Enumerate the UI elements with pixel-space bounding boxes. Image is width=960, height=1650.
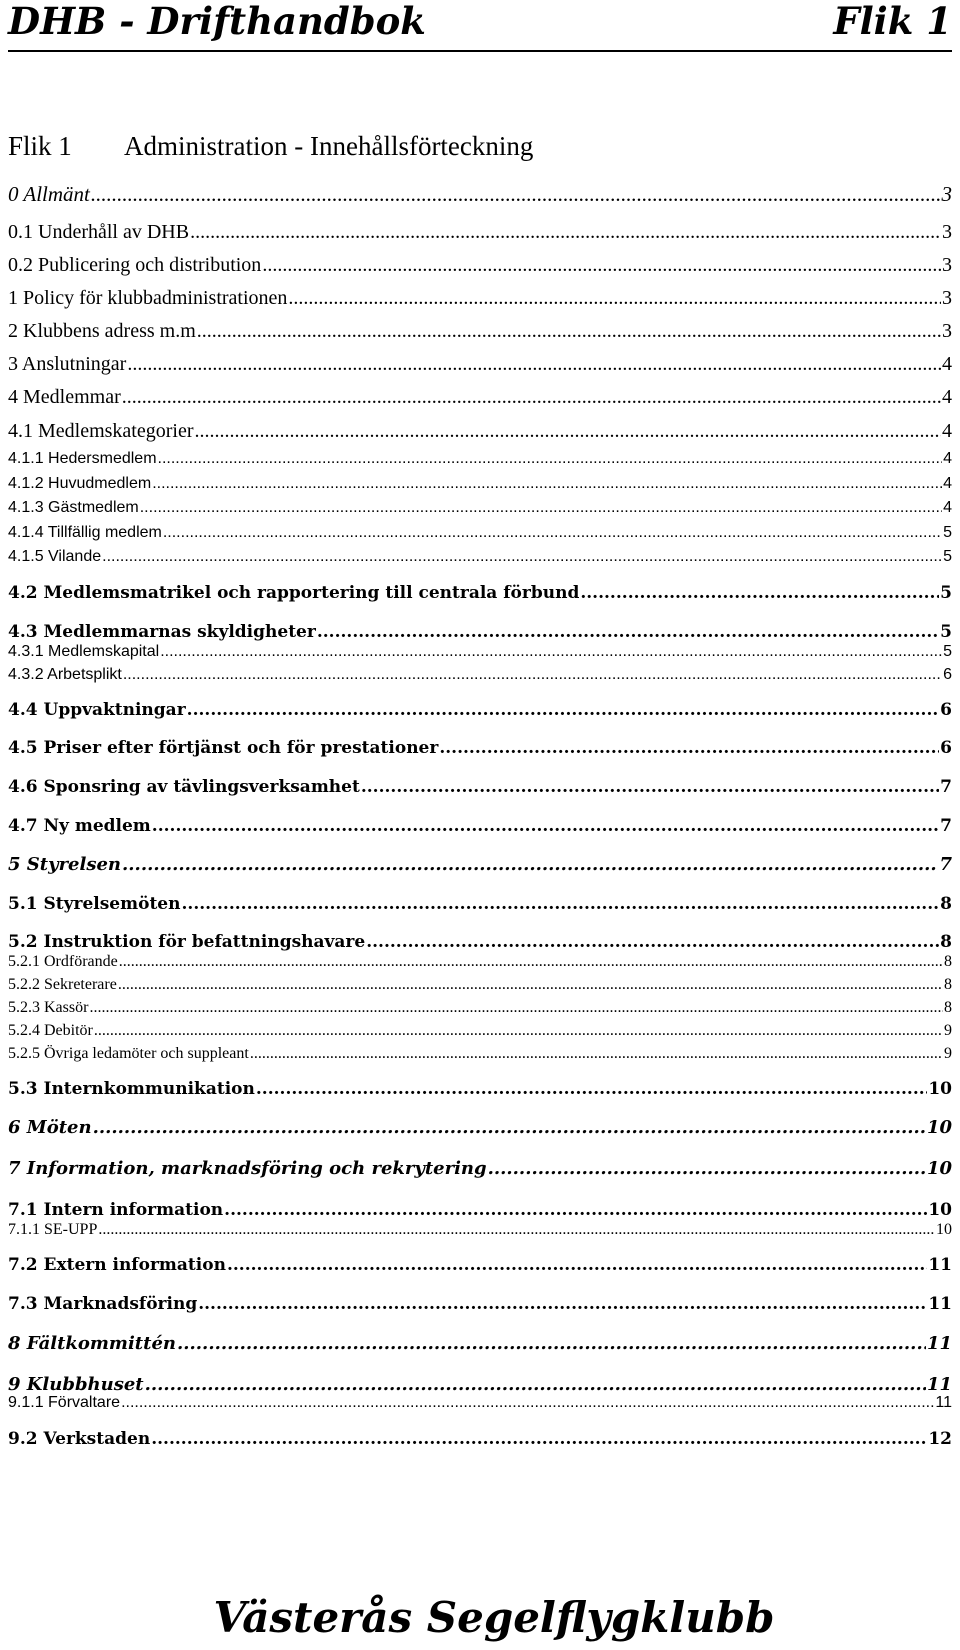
toc-entry[interactable] (8, 997, 952, 1019)
toc-entry[interactable] (8, 384, 952, 410)
toc-entry-label: 4 Medlemmar (8, 386, 121, 408)
toc-entry-page: 3 (942, 287, 952, 309)
toc-entry-page: 6 (940, 700, 952, 720)
dot-leader (190, 219, 941, 245)
toc-entry-label: 0 Allmänt (8, 182, 90, 206)
toc-entry-label: 5 Styrelsen (8, 854, 122, 875)
dot-leader (119, 951, 943, 973)
dot-leader (127, 351, 941, 377)
toc-entry-label: 0.2 Publicering och distribution (8, 254, 262, 276)
toc-entry-page: 8 (944, 976, 952, 993)
document-title: DHB - Drifthandbok (8, 0, 426, 43)
toc-entry[interactable] (8, 813, 952, 839)
dot-leader (151, 1426, 927, 1452)
toc-entry-label: 4.1.5 Vilande (8, 548, 102, 565)
toc-entry-page: 6 (940, 738, 952, 758)
toc-entry-label: 4.1 Medlemskategorier (8, 420, 194, 442)
toc-entry-page: 10 (928, 1079, 952, 1099)
toc-entry[interactable] (8, 1291, 952, 1317)
toc-entry-label: 4.5 Priser efter förtjänst och för prestationer (8, 738, 439, 758)
dot-leader (580, 580, 939, 606)
toc-entry-page: 11 (928, 1294, 952, 1314)
toc-entry-label: 5.2.1 Ordförande (8, 953, 118, 970)
toc-entry-page: 8 (940, 932, 952, 952)
toc-entry-label: 7.2 Extern information (8, 1255, 226, 1275)
toc-entry-label: 7.3 Marknadsföring (8, 1294, 198, 1314)
toc-entry[interactable] (8, 180, 952, 208)
section-title: Administration - Innehållsförteckning (124, 131, 534, 161)
dot-leader (123, 664, 942, 686)
dot-leader (94, 1020, 943, 1042)
toc-entry[interactable] (8, 664, 952, 686)
toc-entry[interactable] (8, 1252, 952, 1278)
toc-entry-page: 11 (928, 1255, 952, 1275)
dot-leader (121, 1392, 934, 1414)
dot-leader (152, 473, 942, 495)
toc-entry-page: 11 (926, 1374, 952, 1395)
dot-leader (152, 813, 939, 839)
dot-leader (102, 546, 942, 568)
toc-entry-label: 4.7 Ny medlem (8, 816, 151, 836)
section-number: Flik 1 (8, 131, 72, 161)
dot-leader (177, 1330, 926, 1358)
toc-entry-page: 4 (942, 353, 952, 375)
toc-entry-label: 8 Fältkommittén (8, 1333, 176, 1354)
toc-entry-page: 7 (940, 816, 952, 836)
toc-entry-label: 0.1 Underhåll av DHB (8, 221, 190, 243)
dot-leader (439, 735, 939, 761)
toc-entry[interactable] (8, 1020, 952, 1042)
toc-entry-page: 4 (943, 450, 952, 467)
toc-entry[interactable] (8, 851, 952, 879)
toc-entry-page: 3 (942, 221, 952, 243)
toc-entry-page: 5 (943, 548, 952, 565)
toc-entry-page: 10 (936, 1221, 952, 1238)
toc-entry[interactable] (8, 497, 952, 519)
toc-entry-label: 5.3 Internkommunikation (8, 1079, 255, 1099)
toc-entry-page: 4 (942, 420, 952, 442)
toc-entry-page: 11 (935, 1394, 952, 1411)
toc-entry[interactable] (8, 522, 952, 544)
dot-leader (160, 641, 942, 663)
dot-leader (288, 285, 941, 311)
dot-leader (163, 522, 942, 544)
dot-leader (122, 851, 938, 879)
dot-leader (262, 252, 941, 278)
toc-entry-page: 3 (941, 182, 952, 206)
toc-entry-page: 6 (943, 666, 952, 683)
toc-entry-label: 5.2 Instruktion för befattningshavare (8, 932, 366, 952)
toc-entry-page: 5 (943, 643, 952, 660)
toc-entry-page: 4 (942, 386, 952, 408)
toc-entry[interactable] (8, 252, 952, 278)
toc-entry-page: 9 (944, 1022, 952, 1039)
toc-entry[interactable] (8, 1076, 952, 1102)
toc-entry-page: 4 (943, 499, 952, 516)
toc-entry[interactable] (8, 318, 952, 344)
toc-entry[interactable] (8, 697, 952, 723)
toc-entry[interactable] (8, 1330, 952, 1358)
toc-entry-label: 5.1 Styrelsemöten (8, 894, 181, 914)
toc-entry-page: 3 (942, 320, 952, 342)
dot-leader (197, 318, 941, 344)
toc-entry[interactable] (8, 285, 952, 311)
toc-entry-label: 9.2 Verkstaden (8, 1429, 151, 1449)
toc-entry-page: 8 (944, 953, 952, 970)
toc-entry[interactable] (8, 1114, 952, 1142)
toc-entry-page: 8 (944, 999, 952, 1016)
toc-entry-label: 7.1.1 SE-UPP (8, 1221, 98, 1238)
toc-entry[interactable] (8, 1219, 952, 1241)
tab-label: Flik 1 (833, 0, 952, 43)
toc-entry-page: 8 (940, 894, 952, 914)
dot-leader (98, 1219, 935, 1241)
toc-entry-label: 7.1 Intern information (8, 1200, 224, 1220)
toc-entry-label: 7 Information, marknadsföring och rekrytering (8, 1158, 487, 1179)
toc-entry[interactable] (8, 735, 952, 761)
toc-entry-page: 10 (928, 1200, 952, 1220)
toc-entry-label: 4.4 Uppvaktningar (8, 700, 186, 720)
toc-entry-page: 5 (940, 622, 952, 642)
toc-entry-page: 10 (926, 1117, 952, 1138)
toc-entry[interactable] (8, 974, 952, 996)
toc-entry[interactable] (8, 418, 952, 444)
toc-entry-page: 9 (944, 1045, 952, 1062)
toc-entry-label: 9.1.1 Förvaltare (8, 1394, 121, 1411)
dot-leader (227, 1252, 927, 1278)
toc-entry[interactable] (8, 546, 952, 568)
toc-entry[interactable] (8, 1426, 952, 1452)
toc-entry[interactable] (8, 580, 952, 606)
toc-entry-label: 4.1.4 Tillfällig medlem (8, 524, 162, 541)
dot-leader (361, 774, 939, 800)
dot-leader (198, 1291, 927, 1317)
dot-leader (187, 697, 940, 723)
toc-entry-label: 5.2.5 Övriga ledamöter och suppleant (8, 1045, 249, 1062)
toc-entry-label: 4.1.1 Hedersmedlem (8, 450, 157, 467)
toc-entry-label: 5.2.3 Kassör (8, 999, 89, 1016)
toc-entry-page: 5 (943, 524, 952, 541)
toc-entry-label: 5.2.2 Sekreterare (8, 976, 117, 993)
toc-entry-label: 3 Anslutningar (8, 353, 127, 375)
toc-entry[interactable] (8, 891, 952, 917)
toc-entry-page: 3 (942, 254, 952, 276)
dot-leader (488, 1155, 926, 1183)
toc-entry-label: 5.2.4 Debitör (8, 1022, 93, 1039)
dot-leader (256, 1076, 927, 1102)
dot-leader (93, 1114, 926, 1142)
toc-entry-label: 4.3.1 Medlemskapital (8, 643, 160, 660)
dot-leader (181, 891, 939, 917)
club-name-footer: Västerås Segelflygklubb (213, 1593, 775, 1642)
toc-entry[interactable] (8, 473, 952, 495)
toc-entry-page: 5 (940, 583, 952, 603)
dot-leader (140, 497, 942, 519)
toc-entry-label: 4.1.2 Huvudmedlem (8, 475, 152, 492)
toc-entry[interactable] (8, 1043, 952, 1065)
toc-entry-page: 7 (939, 854, 952, 875)
toc-entry-label: 4.6 Sponsring av tävlingsverksamhet (8, 777, 360, 797)
dot-leader (195, 418, 942, 444)
toc-entry-page: 4 (943, 475, 952, 492)
dot-leader (250, 1043, 943, 1065)
toc-entry-label: 1 Policy för klubbadministrationen (8, 287, 288, 309)
toc-entry-page: 10 (926, 1158, 952, 1179)
dot-leader (158, 448, 943, 470)
toc-entry-label: 2 Klubbens adress m.m (8, 320, 196, 342)
toc-entry-label: 4.2 Medlemsmatrikel och rapportering till centrala förbund (8, 583, 580, 603)
toc-entry[interactable] (8, 219, 952, 245)
toc-entry-page: 7 (940, 777, 952, 797)
toc-entry-label: 6 Möten (8, 1117, 92, 1138)
toc-entry[interactable] (8, 1155, 952, 1183)
toc-entry[interactable] (8, 448, 952, 470)
toc-entry-page: 11 (926, 1333, 952, 1354)
toc-entry-label: 4.3.2 Arbetsplikt (8, 666, 122, 683)
toc-entry[interactable] (8, 351, 952, 377)
toc-entry[interactable] (8, 641, 952, 663)
toc-entry[interactable] (8, 951, 952, 973)
toc-entry[interactable] (8, 774, 952, 800)
dot-leader (118, 974, 943, 996)
toc-entry[interactable] (8, 1392, 952, 1414)
toc-entry-label: 9 Klubbhuset (8, 1374, 144, 1395)
toc-entry-page: 12 (928, 1429, 952, 1449)
toc-entry-label: 4.3 Medlemmarnas skyldigheter (8, 622, 316, 642)
dot-leader (122, 384, 941, 410)
dot-leader (89, 997, 943, 1019)
toc-entry-label: 4.1.3 Gästmedlem (8, 499, 139, 516)
dot-leader (91, 180, 941, 208)
